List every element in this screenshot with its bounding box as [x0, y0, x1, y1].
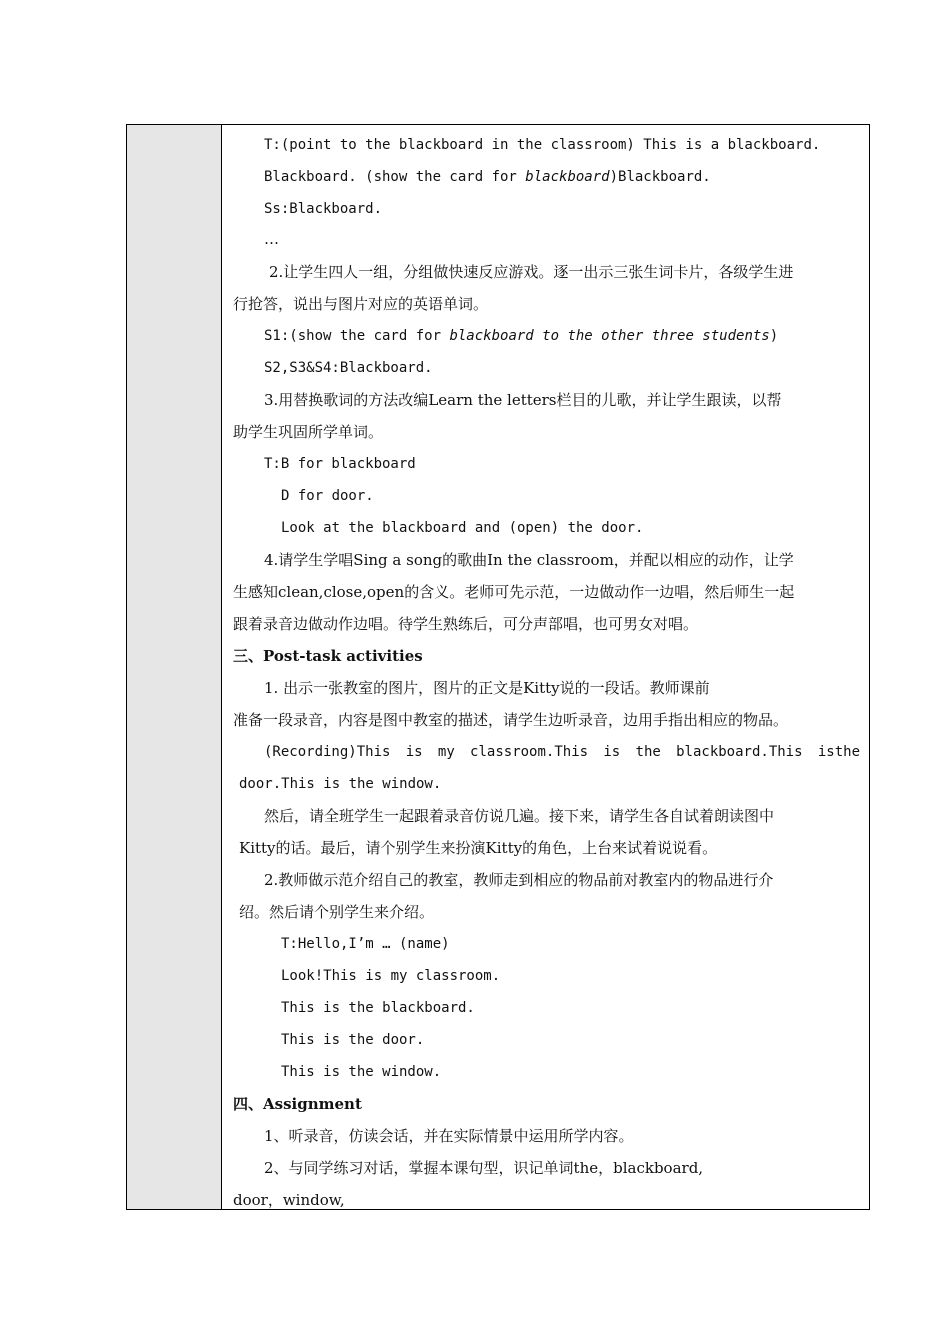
text-line: 行抢答，说出与图片对应的英语单词。 — [233, 295, 489, 313]
section-heading-post-task: 三、Post-task activities — [233, 647, 423, 665]
text-line: 助学生巩固所学单词。 — [233, 423, 384, 441]
text-line — [264, 167, 711, 187]
text-line: This is the blackboard. — [281, 1000, 475, 1016]
text-line: (Recording)This is my classroom.This is the blackboard.This isthe — [264, 744, 860, 760]
text-line: This is the door. — [281, 1032, 425, 1048]
text-line: 然后，请全班学生一起跟着录音仿说几遍。接下来，请学生各自试着朗读图中 — [264, 807, 775, 825]
text-line: Ss:Blackboard. — [264, 201, 383, 217]
section-heading-assignment: 四、Assignment — [233, 1095, 362, 1113]
text-line: S2,S3&S4:Blackboard. — [264, 360, 433, 376]
text-line: This is the window. — [281, 1064, 442, 1080]
text-line: door.This is the window. — [239, 776, 442, 792]
left-label-column — [127, 125, 222, 1209]
text-line: 2.教师做示范介绍自己的教室，教师走到相应的物品前对教室内的物品进行介 — [264, 871, 774, 889]
text-line: 2.让学生四人一组，分组做快速反应游戏。逐一出示三张生词卡片，各级学生进 — [269, 263, 794, 281]
lesson-plan-table — [126, 124, 870, 1210]
lesson-content-cell — [223, 125, 869, 1209]
text-line: 准备一段录音，内容是图中教室的描述，请学生边听录音，边用手指出相应的物品。 — [233, 711, 789, 729]
text-line: 4.请学生学唱Sing a song的歌曲In the classroom，并配以相应的动作，让学 — [264, 551, 794, 569]
text-segment: ) — [769, 328, 779, 344]
text-line: T:B for blackboard — [264, 456, 416, 472]
text-segment: Blackboard. (show the card for — [264, 169, 526, 185]
text-segment: )Blackboard. — [609, 169, 711, 185]
text-line: T:Hello,I’m … (name) — [281, 936, 450, 952]
text-line: D for door. — [281, 488, 374, 504]
text-line: 3.用替换歌词的方法改编Learn the letters栏目的儿歌，并让学生跟读，以帮 — [264, 391, 782, 409]
text-line: Look at the blackboard and (open) the door. — [281, 520, 644, 536]
text-line: Look!This is my classroom. — [281, 968, 501, 984]
text-line: 生感知clean,close,open的含义。老师可先示范，一边做动作一边唱，然后师生一起 — [233, 583, 795, 601]
text-line: 1、听录音，仿读会话，并在实际情景中运用所学内容。 — [264, 1127, 634, 1145]
text-segment-italic: blackboard — [525, 169, 610, 185]
text-line: … — [264, 230, 279, 248]
text-segment: S1:(show the card for — [264, 328, 450, 344]
text-segment-italic: blackboard to the other three students — [449, 328, 770, 344]
text-line: 绍。然后请个别学生来介绍。 — [239, 903, 435, 921]
text-line: 1. 出示一张教室的图片，图片的正文是Kitty说的一段话。教师课前 — [264, 679, 710, 697]
text-line: Kitty的话。最后，请个别学生来扮演Kitty的角色，上台来试着说说看。 — [239, 839, 718, 857]
text-line: 2、与同学练习对话，掌握本课句型，识记单词the，blackboard, — [264, 1159, 704, 1177]
text-line: door，window, — [233, 1191, 345, 1209]
text-line: 跟着录音边做动作边唱。待学生熟练后，可分声部唱，也可男女对唱。 — [233, 615, 699, 633]
text-line: T:(point to the blackboard in the classroom) This is a blackboard. — [264, 137, 821, 153]
text-line — [264, 326, 778, 346]
